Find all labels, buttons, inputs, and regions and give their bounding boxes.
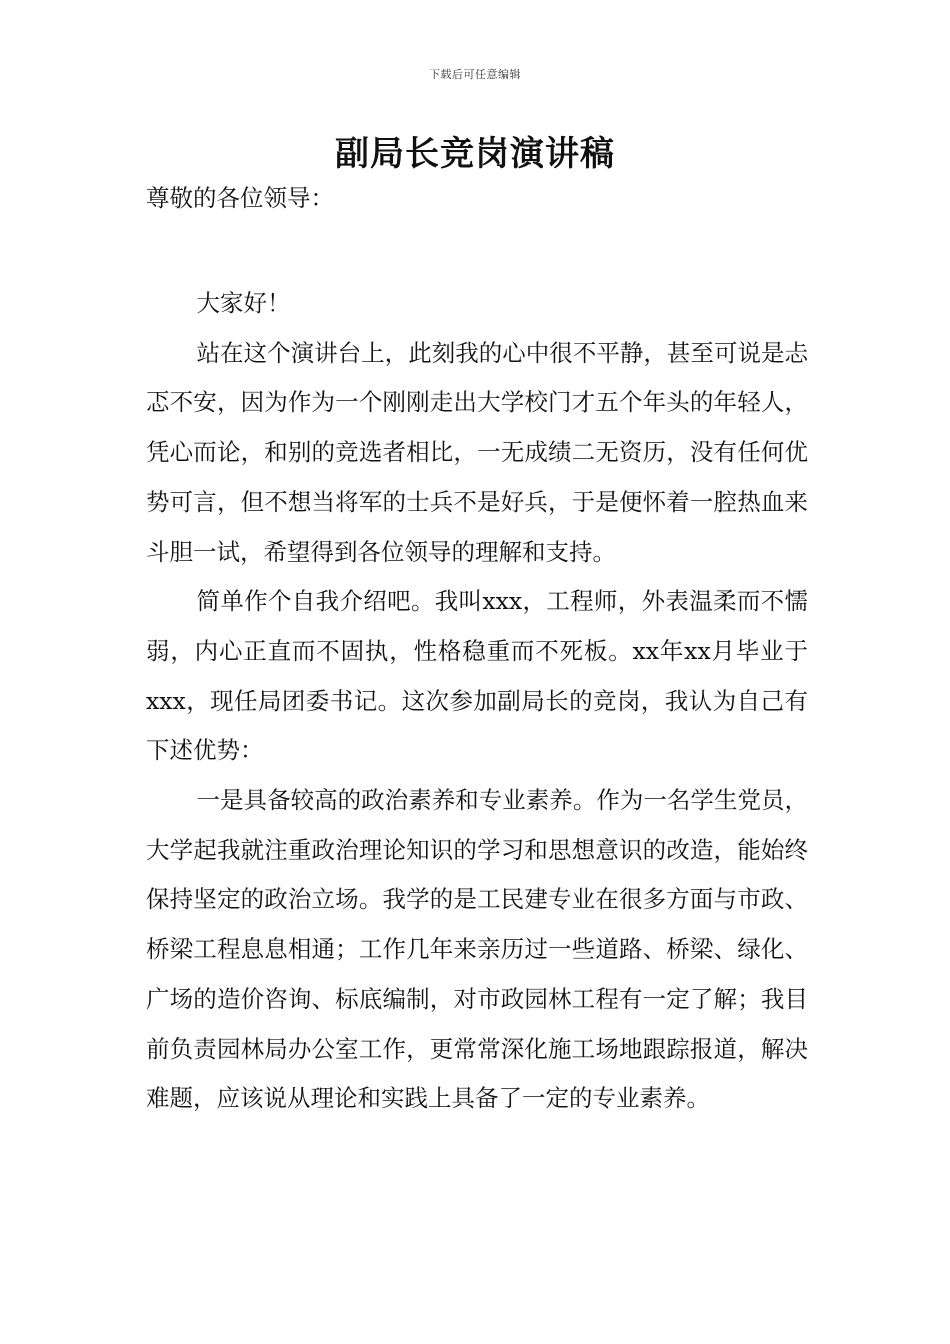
salutation: 尊敬的各位领导：: [146, 184, 334, 212]
paragraph-greeting: 大家好！: [196, 289, 291, 317]
paragraph-intro: 站在这个演讲台上，此刻我的心中很不平静，甚至可说是忐忑不安，因为作为一个刚刚走出大学校门才五个年头的年轻人，凭心而论，和别的竞选者相比，一无成绩二无资历，没有任何优势可言，但不想当将军的士兵不是好兵，于是便怀着一腔热血来斗胆一试，希望得到各位领导的理解和支持。: [146, 338, 808, 566]
paragraph-self-introduction: 简单作个自我介绍吧。我叫xxx，工程师，外表温柔而不懦弱，内心正直而不固执，性格稳重而不死板。xx年xx月毕业于xxx，现任局团委书记。这次参加副局长的竞岗，我认为自己有下述优势：: [146, 587, 808, 765]
document-body: [146, 279, 808, 1124]
paragraph-advantage-one: 一是具备较高的政治素养和专业素养。作为一名学生党员，大学起我就注重政治理论知识的学习和思想意识的改造，能始终保持坚定的政治立场。我学的是工民建专业在很多方面与市政、桥梁工程息息相通；工作几年来亲历过一些道路、桥梁、绿化、广场的造价咨询、标底编制，对市政园林工程有一定了解；我目前负责园林局办公室工作，更常常深化施工场地跟踪报道，解决难题，应该说从理论和实践上具备了一定的专业素养。: [146, 786, 808, 1113]
header-note: 下载后可任意编辑: [429, 68, 521, 81]
document-title: 副局长竞岗演讲稿: [335, 134, 615, 174]
